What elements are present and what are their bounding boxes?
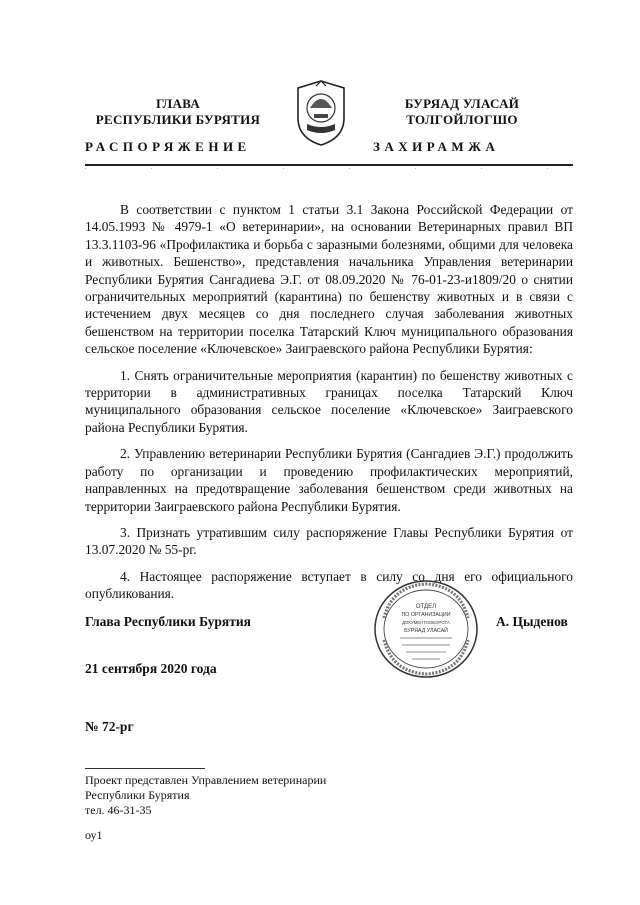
footer-divider <box>85 768 205 769</box>
item-3-paragraph: 3. Признать утратившим силу распоряжение Главы Республики Бурятия от 13.07.2020 № 55-рг. <box>85 524 573 558</box>
signatory-title: Глава Республики Бурятия <box>85 614 251 629</box>
item-2-paragraph: 2. Управлению ветеринарии Республики Бурятия (Сангадиев Э.Г.) продолжить работу по организации и проведению профилактических мероприятий, направленных на предотвращение заболевания бешенством среди животных на территории Заиграевского района Республики Бурятия. <box>85 446 573 514</box>
header-right <box>362 96 562 128</box>
document-body <box>85 201 573 603</box>
header-left <box>78 96 278 128</box>
preamble-paragraph: В соответствии с пунктом 1 статьи 3.1 Закона Российской Федерации от 14.05.1993 № 4979-1 «О ветеринарии», на основании Ветеринарных правил ВП 13.3.1103-96 «Профилактика и борьба с заразными болезнями, общими для человека и животных. Бешенство», представления начальника Управления ветеринарии Республики Бурятия Сангадиева Э.Г. от 08.09.2020 № 76-01-23-и1809/20 о снятии ограничительных мероприятий (карантина) по бешенству животных и в связи с истечением двух месяцев со дня последнего случая заболевания животных бешенством на территории поселка Татарский Ключ муниципального образования сельское поселение «Ключевское» Заиграевского района Республики Бурятия: <box>85 202 573 357</box>
executor-code: оу1 <box>85 828 103 842</box>
document-number: № 72-рг <box>85 719 134 734</box>
signatory-name: А. Цыденов <box>496 614 568 629</box>
seal-text-line4: БУРЯАД УЛАСАЙ <box>404 628 448 634</box>
header-dotted-divider <box>85 168 573 169</box>
seal-text-line2: ПО ОРГАНИЗАЦИИ <box>401 612 451 618</box>
footer-line3: тел. 46-31-35 <box>85 803 152 817</box>
footer-line2: Республики Бурятия <box>85 788 190 802</box>
official-seal-stamp <box>372 578 480 680</box>
coat-of-arms-emblem <box>294 78 348 148</box>
seal-text-line1: ОТДЕЛ <box>415 604 437 610</box>
item-1-paragraph: 1. Снять ограничительные мероприятия (карантин) по бешенству животных с территории в административных границах поселка Татарский Ключ муниципального образования сельское поселение «Ключевское» Заиграевского района Республики Бурятия. <box>85 367 573 435</box>
item-4-paragraph: 4. Настоящее распоряжение вступает в силу со дня его официального опубликования. <box>85 568 573 602</box>
header-left-line2: РЕСПУБЛИКИ БУРЯТИЯ <box>95 112 261 127</box>
header-divider <box>85 164 573 166</box>
seal-text-line3: ДОКУМЕНТООБОРОТА <box>402 620 450 625</box>
doc-type-russian: РАСПОРЯЖЕНИЕ <box>85 139 251 154</box>
header-left-line1: ГЛАВА <box>155 96 201 111</box>
header-right-line2: ТОЛГОЙЛОГШО <box>406 112 518 127</box>
doc-type-buryat: ЗАХИРАМЖА <box>373 139 500 154</box>
header-right-line1: БУРЯАД УЛАСАЙ <box>404 96 520 111</box>
footer-line1: Проект представлен Управлением ветеринарии <box>85 773 327 787</box>
footer-note <box>85 773 326 818</box>
document-date: 21 сентября 2020 года <box>85 661 217 676</box>
